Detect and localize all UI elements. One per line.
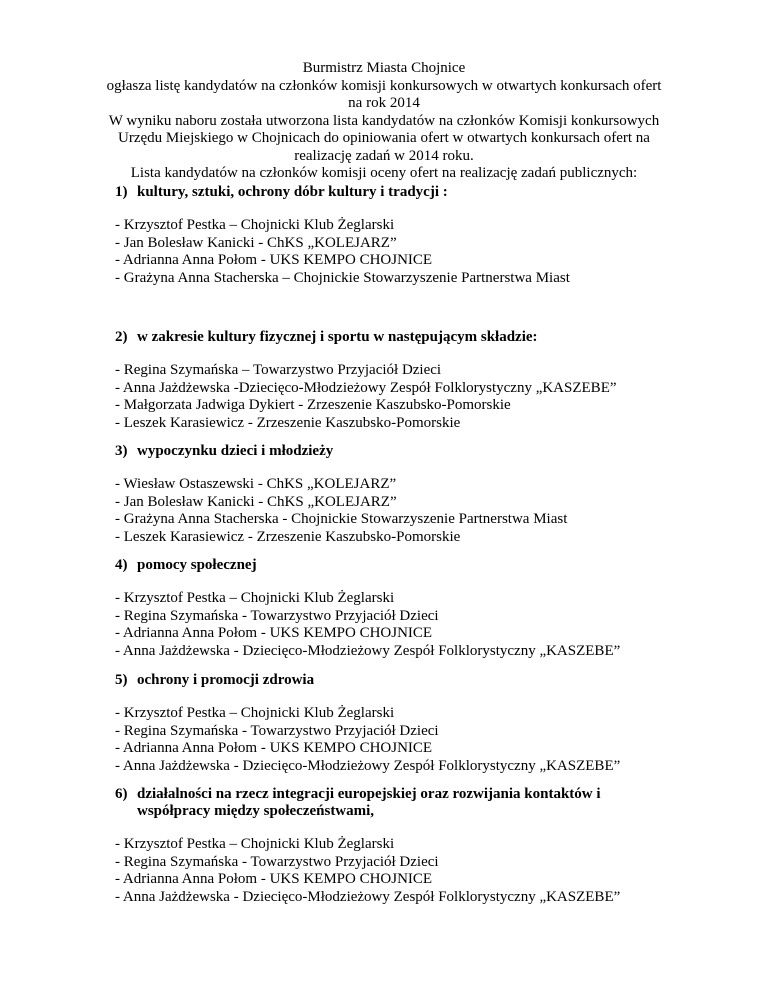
list-item: - Leszek Karasiewicz - Zrzeszenie Kaszubsko-Pomorskie bbox=[115, 528, 461, 545]
list-item: - Wiesław Ostaszewski - ChKS „KOLEJARZ” bbox=[115, 476, 397, 492]
header-line: ogłasza listę kandydatów na członków komisji konkursowych w otwartych konkursach ofert bbox=[106, 77, 662, 94]
section-title bbox=[115, 184, 715, 201]
list-item: - Anna Jażdżewska -Dziecięco-Młodzieżowy Zespół Folklorystyczny „KASZEBE” bbox=[115, 379, 617, 396]
list-item: - Regina Szymańska - Towarzystwo Przyjaciół Dzieci bbox=[115, 607, 439, 624]
section-number: 2) bbox=[115, 329, 128, 345]
section-title-continuation: współpracy między społeczeństwami, bbox=[137, 803, 375, 819]
list-item: - Regina Szymańska - Towarzystwo Przyjaciół Dzieci bbox=[115, 722, 439, 739]
section-number: 3) bbox=[115, 443, 128, 459]
list-item: - Regina Szymańska – Towarzystwo Przyjaciół Dzieci bbox=[115, 362, 442, 378]
header-line: realizację zadań w 2014 roku. bbox=[294, 147, 474, 164]
list-item: - Leszek Karasiewicz - Zrzeszenie Kaszubsko-Pomorskie bbox=[115, 414, 461, 431]
list-item: - Krzysztof Pestka – Chojnicki Klub Żeglarski bbox=[115, 217, 395, 233]
section-title-text: w zakresie kultury fizycznej i sportu w następującym składzie: bbox=[137, 329, 538, 345]
section-title-text: działalności na rzecz integracji europejskiej oraz rozwijania kontaktów i bbox=[137, 786, 601, 802]
section-entries bbox=[115, 476, 735, 546]
section-number: 6) bbox=[115, 786, 128, 802]
list-item: - Grażyna Anna Stacherska – Chojnickie Stowarzyszenie Partnerstwa Miast bbox=[115, 269, 570, 286]
list-item: - Krzysztof Pestka – Chojnicki Klub Żeglarski bbox=[115, 836, 395, 852]
section-number: 5) bbox=[115, 672, 128, 688]
header-line: Lista kandydatów na członków komisji oceny ofert na realizację zadań publicznych: bbox=[130, 165, 638, 181]
section-entries bbox=[115, 590, 735, 660]
section-title-text: ochrony i promocji zdrowia bbox=[137, 672, 315, 688]
section-title bbox=[115, 443, 715, 460]
section-number: 1) bbox=[115, 184, 128, 200]
section-title bbox=[115, 557, 715, 574]
header-line: W wyniku naboru została utworzona lista kandydatów na członków Komisji konkursowych bbox=[108, 112, 660, 129]
list-item: - Adrianna Anna Połom - UKS KEMPO CHOJNICE bbox=[115, 740, 433, 756]
section-title bbox=[115, 329, 715, 346]
section-entries bbox=[115, 705, 735, 775]
list-item: - Krzysztof Pestka – Chojnicki Klub Żeglarski bbox=[115, 590, 395, 606]
list-item: - Grażyna Anna Stacherska - Chojnickie Stowarzyszenie Partnerstwa Miast bbox=[115, 511, 568, 527]
list-item: - Anna Jażdżewska - Dziecięco-Młodzieżowy Zespół Folklorystyczny „KASZEBE” bbox=[115, 888, 621, 905]
list-item: - Anna Jażdżewska - Dziecięco-Młodzieżowy Zespół Folklorystyczny „KASZEBE” bbox=[115, 642, 621, 659]
list-item: - Krzysztof Pestka – Chojnicki Klub Żeglarski bbox=[115, 705, 395, 721]
list-item: - Małgorzata Jadwiga Dykiert - Zrzeszenie Kaszubsko-Pomorskie bbox=[115, 397, 511, 413]
document-header bbox=[78, 60, 690, 183]
list-item: - Adrianna Anna Połom - UKS KEMPO CHOJNICE bbox=[115, 252, 433, 268]
section-number: 4) bbox=[115, 557, 128, 573]
list-item: - Adrianna Anna Połom - UKS KEMPO CHOJNICE bbox=[115, 871, 433, 887]
header-line: Urzędu Miejskiego w Chojnicach do opiniowania ofert w otwartych konkursach ofert na bbox=[118, 130, 650, 146]
section-title-text: wypoczynku dzieci i młodzieży bbox=[137, 443, 334, 459]
section-entries bbox=[115, 836, 735, 906]
section-entries bbox=[115, 362, 735, 432]
list-item: - Jan Bolesław Kanicki - ChKS „KOLEJARZ” bbox=[115, 234, 397, 251]
section-title-text: pomocy społecznej bbox=[137, 557, 257, 573]
list-item: - Anna Jażdżewska - Dziecięco-Młodzieżowy Zespół Folklorystyczny „KASZEBE” bbox=[115, 757, 621, 774]
section-title bbox=[115, 786, 715, 820]
list-item: - Jan Bolesław Kanicki - ChKS „KOLEJARZ” bbox=[115, 493, 397, 510]
section-title bbox=[115, 672, 715, 689]
section-title-text: kultury, sztuki, ochrony dóbr kultury i tradycji : bbox=[137, 184, 448, 200]
header-line: Burmistrz Miasta Chojnice bbox=[302, 60, 466, 76]
list-item: - Adrianna Anna Połom - UKS KEMPO CHOJNICE bbox=[115, 625, 433, 641]
list-item: - Regina Szymańska - Towarzystwo Przyjaciół Dzieci bbox=[115, 853, 439, 870]
section-entries bbox=[115, 217, 735, 287]
header-line: na rok 2014 bbox=[348, 95, 420, 111]
